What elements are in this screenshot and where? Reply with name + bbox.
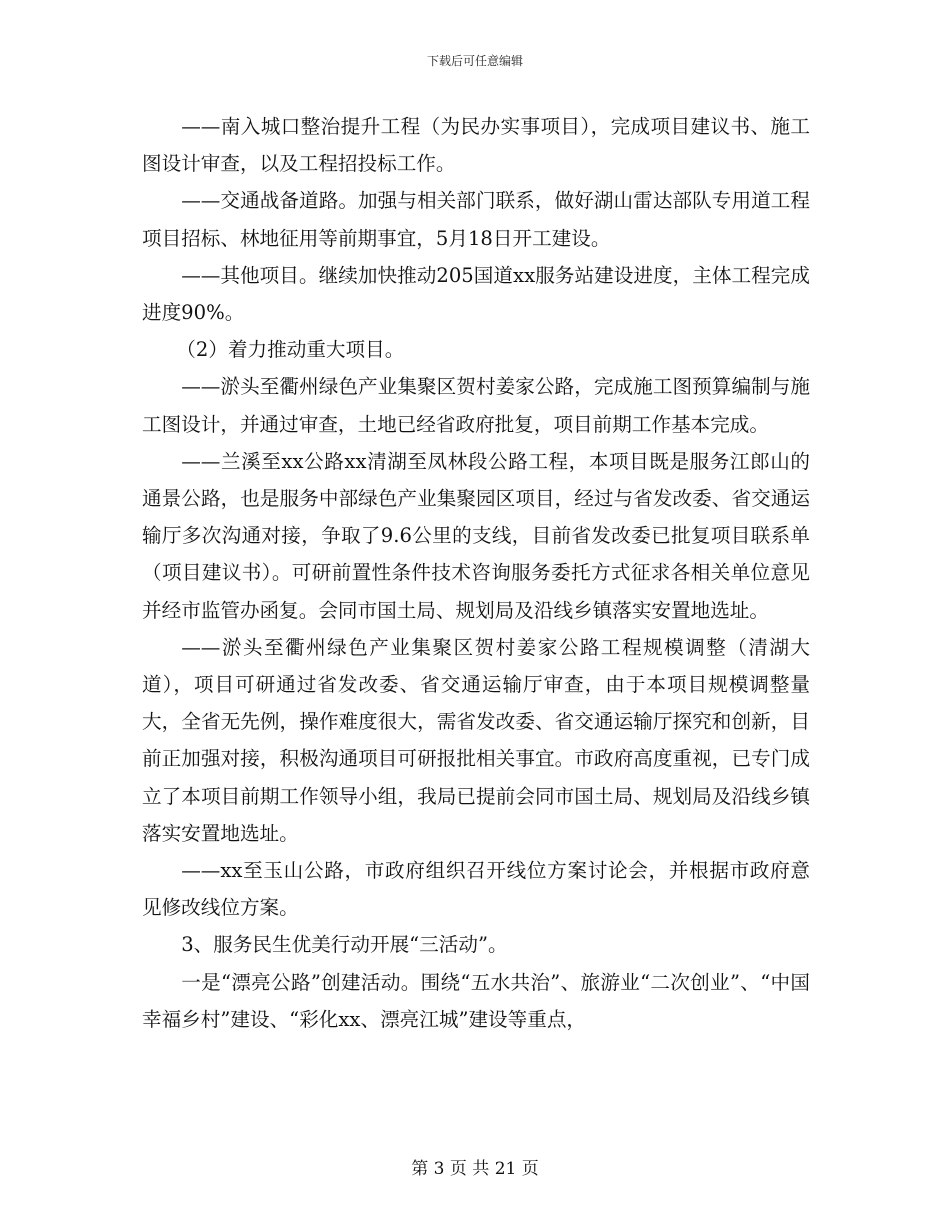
paragraph: ——交通战备道路。加强与相关部门联系，做好湖山雷达部队专用道工程项目招标、林地征用等前期事宜，5月18日开工建设。 <box>142 189 810 250</box>
paragraph: ——其他项目。继续加快推动205国道xx服务站建设进度，主体工程完成进度90%。 <box>142 263 810 325</box>
paragraph: ——兰溪至xx公路xx清湖至凤林段公路工程，本项目既是服务江郎山的通景公路，也是服务中部绿色产业集聚园区项目，经过与省发改委、省交通运输厅多次沟通对接，争取了9.6公里的支线，目前省发改委已批复项目联系单（项目建议书）。可研前置性条件技术咨询服务委托方式征求各相关单位意见并经市监管办函复。会同市国土局、规划局及沿线乡镇落实安置地选址。 <box>142 449 810 622</box>
paragraph: 一是“漂亮公路”创建活动。围绕“五水共治”、旅游业“二次创业”、“中国幸福乡村”建设、“彩化xx、漂亮江城”建设等重点， <box>142 970 810 1031</box>
paragraph: ——淤头至衢州绿色产业集聚区贺村姜家公路，完成施工图预算编制与施工图设计，并通过审查，土地已经省政府批复，项目前期工作基本完成。 <box>142 375 810 436</box>
paragraph: ——南入城口整治提升工程（为民办实事项目），完成项目建议书、施工图设计审查，以及工程招投标工作。 <box>142 115 810 176</box>
section-heading: （2）着力推动重大项目。 <box>176 338 405 362</box>
page-header: 下载后可任意编辑 <box>426 54 523 68</box>
paragraph: ——xx至玉山公路，市政府组织召开线位方案讨论会，并根据市政府意见修改线位方案。 <box>142 859 810 920</box>
document-body <box>142 108 810 1038</box>
section-heading: 3、服务民生优美行动开展“三活动”。 <box>181 933 508 957</box>
paragraph: ——淤头至衢州绿色产业集聚区贺村姜家公路工程规模调整（清湖大道），项目可研通过省发改委、省交通运输厅审查，由于本项目规模调整量大，全省无先例，操作难度很大，需省发改委、省交通运输厅探究和创新，目前正加强对接，积极沟通项目可研报批相关事宜。市政府高度重视，已专门成立了本项目前期工作领导小组，我局已提前会同市国土局、规划局及沿线乡镇落实安置地选址。 <box>142 635 810 845</box>
page-number: 第 3 页 共 21 页 <box>411 1159 539 1179</box>
